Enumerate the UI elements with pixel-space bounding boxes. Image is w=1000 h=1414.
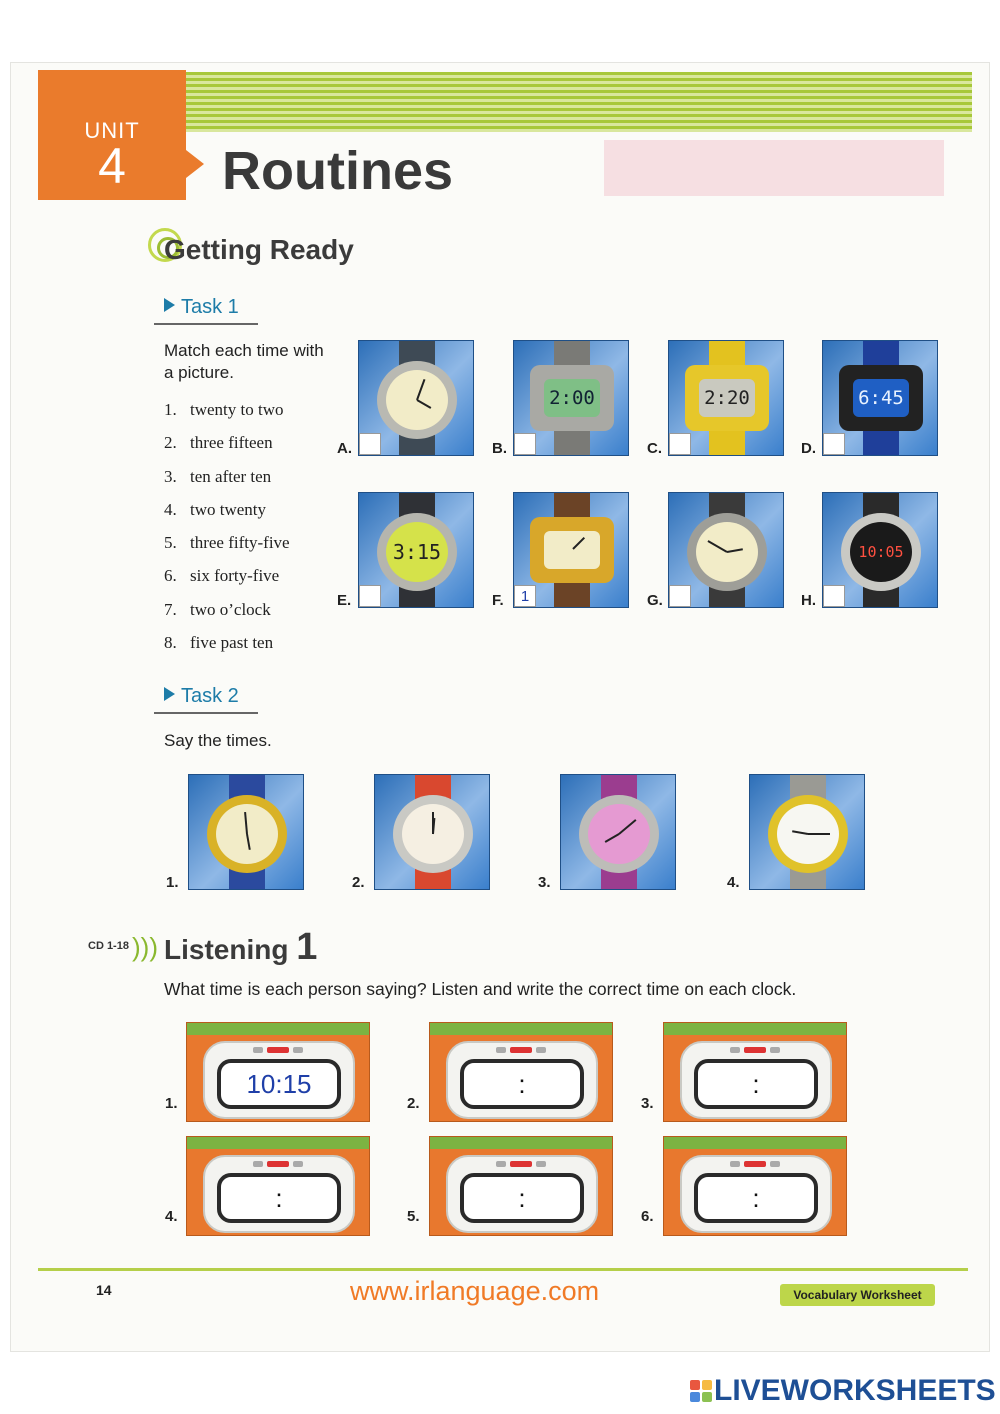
watch-a-label: A. — [337, 440, 352, 457]
watch-c-label: C. — [647, 440, 662, 457]
time-input-5[interactable]: : — [460, 1173, 584, 1223]
alarm-clock-6 — [663, 1136, 847, 1236]
listening-number: 1 — [296, 926, 318, 968]
answer-field-a[interactable] — [359, 433, 381, 455]
time-input-6[interactable]: : — [694, 1173, 818, 1223]
unit-arrow-icon — [186, 150, 204, 178]
time-input-4[interactable]: : — [217, 1173, 341, 1223]
page-number: 14 — [96, 1282, 112, 1298]
watch-f — [513, 492, 629, 608]
watch-b-label: B. — [492, 440, 507, 457]
unit-label: UNIT — [84, 118, 140, 143]
list-item: 4. two twenty — [164, 499, 267, 519]
play-triangle-icon — [164, 687, 175, 701]
list-item: 1. twenty to two — [164, 400, 284, 419]
answer-field-d[interactable] — [823, 433, 845, 455]
lcd-display: 6:45 — [853, 379, 909, 417]
clock-5-label: 5. — [407, 1208, 420, 1225]
task1-underline — [154, 323, 258, 325]
task2-watch-3 — [560, 774, 676, 890]
lcd-display: 10:05 — [850, 522, 912, 582]
task2-watch-1 — [188, 774, 304, 890]
list-item: 8. five past ten — [164, 633, 274, 653]
answer-field-b[interactable] — [514, 433, 536, 455]
time-input-1[interactable]: 10:15 — [217, 1059, 341, 1109]
answer-field-g[interactable] — [669, 585, 691, 607]
answer-field-h[interactable] — [823, 585, 845, 607]
task1-instruction: Match each time with a picture. — [164, 341, 324, 382]
lcd-display: 2:00 — [544, 379, 600, 417]
watch-h-label: H. — [801, 592, 816, 609]
audio-waves-icon: ))) — [132, 932, 158, 962]
lcd-display: 3:15 — [386, 522, 448, 582]
alarm-clock-5 — [429, 1136, 613, 1236]
task2-watch-2-label: 2. — [352, 874, 365, 891]
list-item: 6. six forty-five — [164, 566, 280, 586]
watch-g-label: G. — [647, 592, 663, 609]
play-triangle-icon — [164, 298, 175, 312]
watch-c — [668, 340, 784, 456]
alarm-clock-1 — [186, 1022, 370, 1122]
liveworksheets-logo[interactable] — [690, 1374, 996, 1408]
list-item: 5. three fifty-five — [164, 533, 290, 553]
task2-label: Task 2 — [181, 685, 239, 707]
liveworksheets-icon — [690, 1380, 712, 1402]
clock-2-label: 2. — [407, 1095, 420, 1112]
watch-e-label: E. — [337, 592, 352, 609]
watch-g — [668, 492, 784, 608]
answer-field-c[interactable] — [669, 433, 691, 455]
list-item: 7. two o’clock — [164, 599, 271, 619]
watch-a — [358, 340, 474, 456]
watch-f-label: F. — [492, 592, 504, 609]
footer-rule — [38, 1268, 968, 1271]
clock-3-label: 3. — [641, 1095, 654, 1112]
task2-underline — [154, 712, 258, 714]
header-stripes — [150, 72, 972, 132]
listening-title: Listening — [164, 934, 289, 965]
watch-b — [513, 340, 629, 456]
listening-heading — [164, 926, 317, 969]
reverse-page-banner — [604, 140, 944, 196]
listening-instruction: What time is each person saying? Listen and write the correct time on each clock. — [164, 979, 797, 999]
alarm-clock-3 — [663, 1022, 847, 1122]
vocabulary-worksheet-badge: Vocabulary Worksheet — [780, 1284, 935, 1306]
list-item: 2. three fifteen — [164, 433, 273, 453]
task2-watch-4 — [749, 774, 865, 890]
task1-label: Task 1 — [181, 296, 239, 318]
task2-heading — [164, 685, 239, 708]
task2-watch-3-label: 3. — [538, 874, 551, 891]
task2-watch-2 — [374, 774, 490, 890]
page-title: Routines — [222, 141, 454, 201]
task2-instruction: Say the times. — [164, 731, 272, 750]
time-input-2[interactable]: : — [460, 1059, 584, 1109]
task1-heading — [164, 296, 239, 319]
clock-6-label: 6. — [641, 1208, 654, 1225]
lcd-display: 2:20 — [699, 379, 755, 417]
answer-field-e[interactable] — [359, 585, 381, 607]
logo-text: LIVEWORKSHEETS — [714, 1374, 996, 1407]
section-heading: Getting Ready — [164, 234, 354, 265]
task2-watch-4-label: 4. — [727, 874, 740, 891]
alarm-clock-4 — [186, 1136, 370, 1236]
cd-track-label: CD 1-18 — [88, 940, 129, 952]
clock-1-label: 1. — [165, 1095, 178, 1112]
watch-e — [358, 492, 474, 608]
list-item: 3. ten after ten — [164, 466, 272, 486]
alarm-clock-2 — [429, 1022, 613, 1122]
time-list — [164, 400, 290, 666]
watch-d — [822, 340, 938, 456]
watch-d-label: D. — [801, 440, 816, 457]
website-link[interactable]: www.irlanguage.com — [350, 1276, 600, 1306]
task2-watch-1-label: 1. — [166, 874, 179, 891]
clock-4-label: 4. — [165, 1208, 178, 1225]
answer-field-f[interactable]: 1 — [514, 585, 536, 607]
unit-badge — [38, 70, 186, 200]
watch-h — [822, 492, 938, 608]
unit-number: 4 — [98, 138, 126, 194]
time-input-3[interactable]: : — [694, 1059, 818, 1109]
